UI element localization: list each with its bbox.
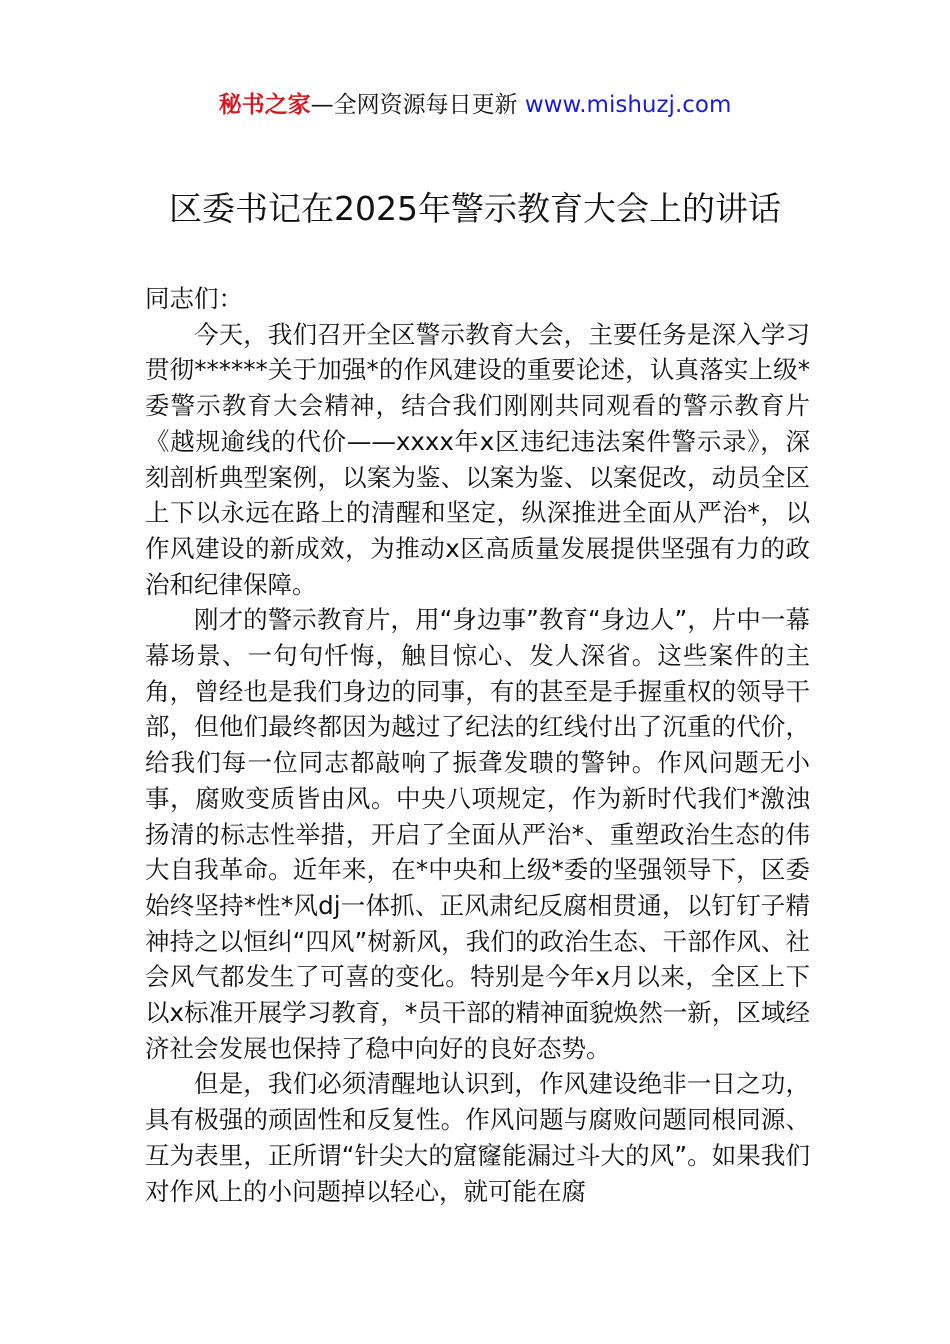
paragraph: 但是，我们必须清醒地认识到，作风建设绝非一日之功，具有极强的顽固性和反复性。作风问题与腐败问题同根同源、互为表里，正所谓“针尖大的窟窿能漏过斗大的风”。如果我们对作风上的小问题掉以轻心，就可能在腐	[145, 1069, 810, 1206]
paragraph: 刚才的警示教育片，用“身边事”教育“身边人”，片中一幕幕场景、一句句忏悔，触目惊心、发人深省。这些案件的主角，曾经也是我们身边的同事，有的甚至是手握重权的领导干部，但他们最终都因为越过了纪法的红线付出了沉重的代价，给我们每一位同志都敲响了振聋发聩的警钟。作风问题无小事，腐败变质皆由风。中央八项规定，作为新时代我们*激浊扬清的标志性举措，开启了全面从严治*、重塑政治生态的伟大自我革命。近年来，在*中央和上级*委的坚强领导下，区委始终坚持*性*风dj一体抓、正风肃纪反腐相贯通，以钉钉子精神持之以恒纠“四风”树新风，我们的政治生态、干部作风、社会风气都发生了可喜的变化。特别是今年x月以来，全区上下以x标准开展学习教育，*员干部的精神面貌焕然一新，区域经济社会发展也保持了稳中向好的良好态势。	[145, 605, 810, 1063]
greeting: 同志们：	[145, 284, 243, 313]
site-tagline: —全网资源每日更新	[310, 92, 525, 118]
site-brand: 秘书之家	[218, 92, 311, 118]
document-body	[145, 281, 810, 1209]
document-title: 区委书记在2025年警示教育大会上的讲话	[169, 189, 781, 228]
site-header	[0, 88, 950, 122]
site-url-link[interactable]: www.mishuzj.com	[524, 92, 732, 118]
paragraph: 今天，我们召开全区警示教育大会，主要任务是深入学习贯彻******关于加强*的作风建设的重要论述，认真落实上级*委警示教育大会精神，结合我们刚刚共同观看的警示教育片《越规逾线的代价——xxxx年x区违纪违法案件警示录》，深刻剖析典型案例，以案为鉴、以案为鉴、以案促改，动员全区上下以永远在路上的清醒和坚定，纵深推进全面从严治*，以作风建设的新成效，为推动x区高质量发展提供坚强有力的政治和纪律保障。	[145, 319, 810, 599]
